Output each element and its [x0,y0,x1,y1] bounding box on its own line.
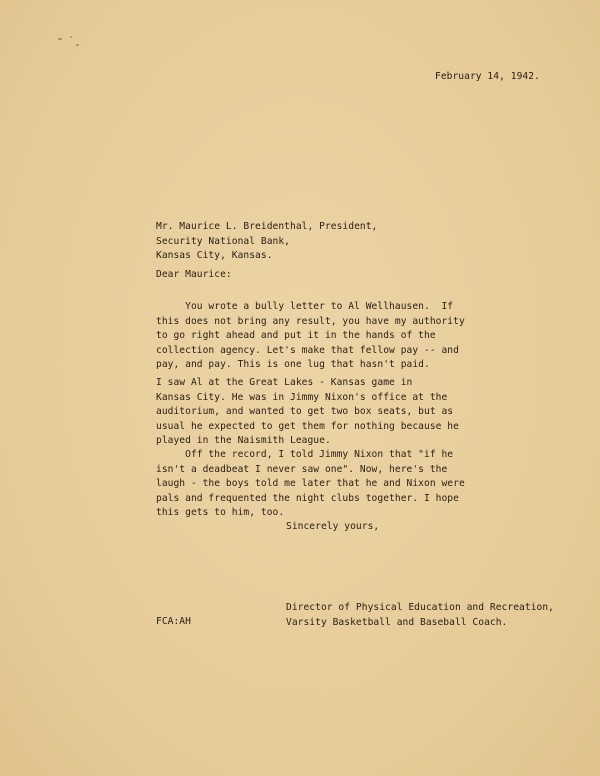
paper-speck [76,44,79,46]
body-line: played in the Naismith League. [156,435,331,447]
recipient-line: Mr. Maurice L. Breidenthal, President, [156,221,378,232]
recipient-address [156,220,377,264]
body-line: collection agency. Let's make that fellow pay -- and [156,344,459,356]
body-line: to go right ahead and put it in the hands of the [156,330,436,342]
body-line: usual he expected to get them for nothing because he [156,420,459,432]
typist-initials: FCA:AH [156,616,191,627]
body-paragraph-2 [156,376,459,449]
signature-title-line: Director of Physical Education and Recreation, [286,602,554,613]
body-line: pay, and pay. This is one lug that hasn't paid. [156,359,430,371]
letter-date: February 14, 1942. [435,71,540,82]
body-line: this gets to him, too. [156,507,285,519]
recipient-line: Kansas City, Kansas. [156,250,273,262]
recipient-line: Security National Bank, [156,235,290,247]
body-paragraph-3 [156,448,465,521]
body-line: Kansas City. He was in Jimmy Nixon's office at the [156,391,448,403]
paper-speck [70,36,72,38]
body-line: auditorium, and wanted to get two box seats, but as [156,406,454,418]
body-line: this does not bring any result, you have my authority [156,315,465,327]
salutation: Dear Maurice: [156,269,232,280]
body-line: laugh - the boys told me later that he and Nixon were [156,478,465,490]
body-line: You wrote a bully letter to Al Wellhausen. If [156,301,454,312]
body-line: I saw Al at the Great Lakes - Kansas game in [156,377,413,388]
body-line: isn't a deadbeat I never saw one". Now, here's the [156,463,448,475]
paper-speck [58,38,62,40]
signature-title-line: Varsity Basketball and Baseball Coach. [286,616,508,628]
body-line: pals and frequented the night clubs together. I hope [156,492,459,504]
body-paragraph-1 [156,300,465,373]
closing: Sincerely yours, [286,521,380,532]
body-line: Off the record, I told Jimmy Nixon that "if he [156,449,454,460]
signature-title [286,601,554,630]
